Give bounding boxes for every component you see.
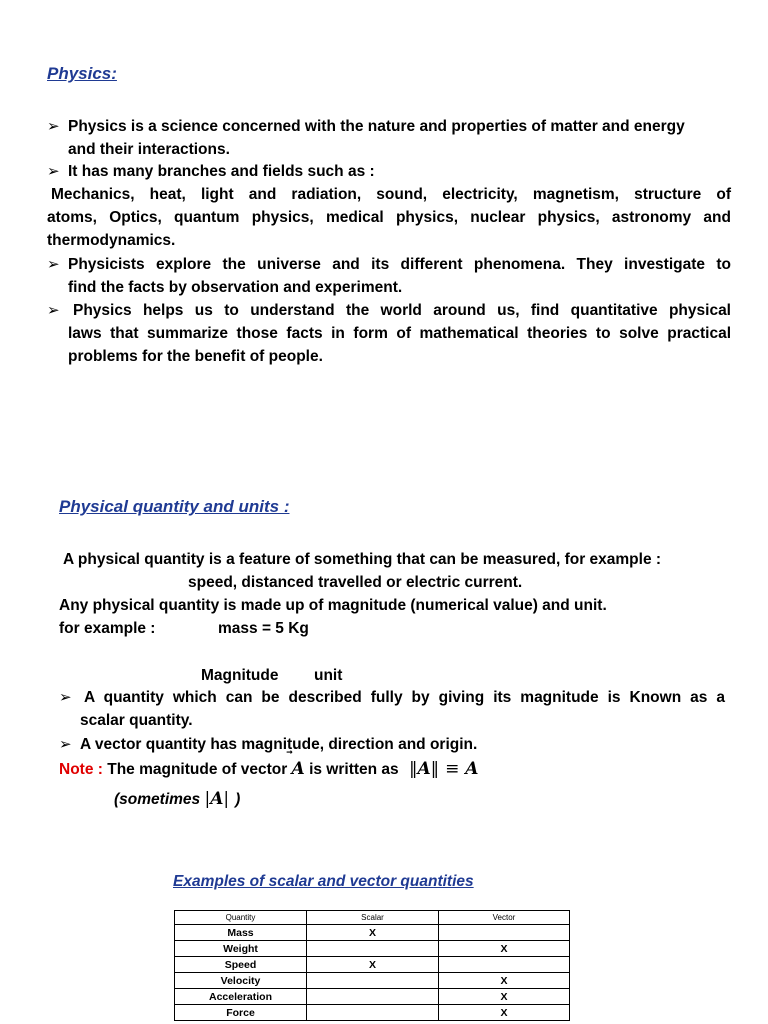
table-cell-scalar [307, 989, 439, 1005]
table-cell-quantity: Velocity [175, 973, 307, 989]
pq-line-3: Any physical quantity is made up of magnitude (numerical value) and unit. [59, 597, 607, 614]
table-cell-quantity: Mass [175, 925, 307, 941]
table-row [175, 1005, 570, 1021]
table-header-row [175, 911, 570, 925]
heading-examples: Examples of scalar and vector quantities [173, 873, 474, 890]
note-text: The magnitude of vector [107, 761, 288, 778]
scalar-bullet-line-1: A quantity which can be described fully by giving its magnitude is Known as a [84, 689, 725, 706]
bullet-2 [47, 160, 731, 183]
bullet-arrow-icon: ➢ [59, 736, 72, 753]
vector-a-symbol: A [291, 759, 305, 779]
note-line [59, 758, 478, 781]
note-label: Note : [59, 761, 103, 778]
bullet-arrow-icon: ➢ [47, 163, 60, 180]
scalar-bullet [59, 686, 725, 732]
pq-line-2: speed, distanced travelled or electric current. [188, 574, 523, 591]
magnitude-expression: ‖A‖ ≡ A [408, 759, 479, 779]
table-header-vector: Vector [439, 911, 570, 925]
table-row [175, 941, 570, 957]
table-cell-quantity: Force [175, 1005, 307, 1021]
table-cell-vector: X [439, 1005, 570, 1021]
branches-line-2: atoms, Optics, quantum physics, medical physics, nuclear physics, astronomy and [47, 209, 731, 226]
table-cell-scalar [307, 941, 439, 957]
bullet-3-line-2: find the facts by observation and experiment. [68, 279, 403, 296]
table-header-quantity: Quantity [175, 911, 307, 925]
bullet-3-line-1: Physicists explore the universe and its different phenomena. They investigate to [68, 256, 731, 273]
table-cell-scalar [307, 1005, 439, 1021]
bullet-4 [47, 299, 731, 368]
heading-physics: Physics: [47, 64, 117, 83]
vector-bullet-text: A vector quantity has magnitude, direction and origin. [80, 736, 478, 753]
bullet-1-line-2: and their interactions. [68, 141, 230, 158]
pq-example-value: mass = 5 Kg [218, 620, 309, 637]
table-cell-quantity: Weight [175, 941, 307, 957]
bullet-4-line-3: problems for the benefit of people. [68, 348, 323, 365]
branches-line-3: thermodynamics. [47, 232, 176, 249]
sometimes-line [114, 788, 240, 811]
scalar-vector-table [174, 910, 570, 1021]
table-row [175, 957, 570, 973]
table-cell-vector [439, 957, 570, 973]
table-cell-quantity: Speed [175, 957, 307, 973]
bullet-2-text: It has many branches and fields such as : [68, 163, 375, 180]
table-row [175, 973, 570, 989]
vector-bullet [59, 733, 725, 756]
unit-label: unit [314, 667, 343, 684]
table-cell-vector [439, 925, 570, 941]
table-cell-scalar: X [307, 957, 439, 973]
heading-physical-quantity: Physical quantity and units : [59, 497, 290, 516]
bullet-arrow-icon: ➢ [59, 689, 72, 706]
sometimes-open: (sometimes [114, 791, 201, 808]
table-cell-vector: X [439, 973, 570, 989]
table-cell-scalar [307, 973, 439, 989]
bullet-arrow-icon: ➢ [47, 118, 60, 135]
table-cell-quantity: Acceleration [175, 989, 307, 1005]
table-cell-vector: X [439, 941, 570, 957]
pq-line-1: A physical quantity is a feature of something that can be measured, for example : [63, 551, 662, 568]
table-cell-scalar: X [307, 925, 439, 941]
sometimes-close: ) [235, 791, 241, 808]
bullet-arrow-icon: ➢ [47, 302, 60, 319]
table-row [175, 989, 570, 1005]
bullet-3 [47, 253, 731, 299]
magnitude-label: Magnitude [201, 667, 279, 684]
abs-vector-expression: |A| [204, 789, 230, 809]
table-cell-vector: X [439, 989, 570, 1005]
bullet-1 [47, 115, 731, 161]
table-header-scalar: Scalar [307, 911, 439, 925]
bullet-4-line-2: laws that summarize those facts in form of mathematical theories to solve practical [68, 325, 731, 342]
branches-paragraph [47, 183, 731, 252]
scalar-bullet-line-2: scalar quantity. [80, 712, 193, 729]
note-mid: is written as [309, 761, 399, 778]
pq-example-label: for example : [59, 620, 156, 637]
branches-line-1: Mechanics, heat, light and radiation, sound, electricity, magnetism, structure of [51, 186, 731, 203]
bullet-arrow-icon: ➢ [47, 256, 60, 273]
bullet-4-line-1: Physics helps us to understand the world around us, find quantitative physical [73, 302, 731, 319]
bullet-1-line-1: Physics is a science concerned with the nature and properties of matter and energy [68, 118, 685, 135]
table-row [175, 925, 570, 941]
